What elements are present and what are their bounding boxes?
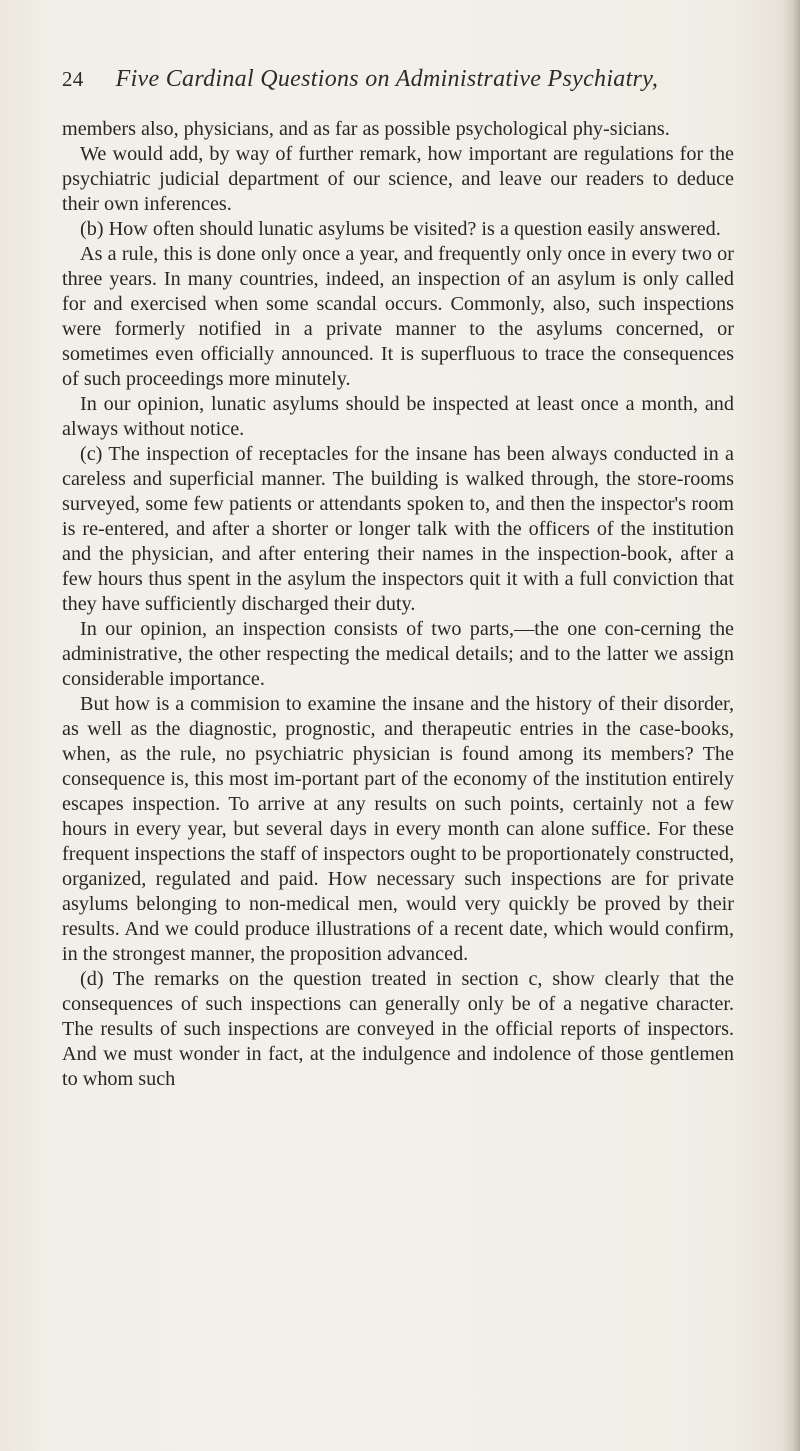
paragraph-regulations: We would add, by way of further remark, how important are regulations for the psychiatric judicial department of our science, and leave our readers to deduce their own inferences. [62, 143, 734, 215]
running-title: Five Cardinal Questions on Administrative Psychiatry, [115, 66, 659, 92]
paragraph-continuation: members also, physicians, and as far as possible psychological phy-sicians. [62, 118, 670, 140]
paragraph-question-b: (b) How often should lunatic asylums be visited? is a question easily answered. [80, 218, 721, 240]
body-text [62, 117, 734, 1092]
paragraph-rule: As a rule, this is done only once a year, and frequently only once in every two or three years. In many countries, indeed, an inspection of an asylum is only called for and exercised when some scandal occurs. Commonly, also, such inspections were formerly notified in a private manner to the asylums concerned, or sometimes even officially announced. It is superfluous to trace the consequences of such proceedings more minutely. [62, 243, 734, 390]
paragraph-section-c: (c) The inspection of receptacles for the insane has been always conducted in a careless and superficial manner. The building is walked through, the store-rooms surveyed, some few patients or attendants spoken to, and then the inspector's room is re-entered, and after a shorter or longer talk with the officers of the institution and the physician, and after entering their names in the inspection-book, after a few hours thus spent in the asylum the inspectors quit it with a full conviction that they have sufficiently discharged their duty. [62, 443, 734, 615]
page-number: 24 [62, 67, 84, 91]
paragraph-commission: But how is a commision to examine the insane and the history of their disorder, as well as the diagnostic, prognostic, and therapeutic entries in the case-books, when, as the rule, no psychiatric physician is found among its members? The consequence is, this most im-portant part of the economy of the institution entirely escapes inspection. To arrive at any results on such points, certainly not a few hours in every year, but several days in every month can alone suffice. For these frequent inspections the staff of inspectors ought to be proportionately constructed, organized, regulated and paid. How necessary such inspections are for private asylums belonging to non-medical men, would very quickly be proved by their results. And we could produce illustrations of a recent date, which would confirm, in the strongest manner, the proposition advanced. [62, 693, 734, 965]
paragraph-two-parts: In our opinion, an inspection consists of two parts,—the one con-cerning the administrative, the other respecting the medical details; and to the latter we assign considerable importance. [62, 618, 734, 690]
page-edge-shadow [782, 0, 800, 1451]
running-head [62, 66, 734, 93]
paragraph-section-d: (d) The remarks on the question treated in section c, show clearly that the consequences of such inspections can generally only be of a negative character. The results of such inspections are conveyed in the official reports of inspectors. And we must wonder in fact, at the indulgence and indolence of those gentlemen to whom such [62, 968, 734, 1090]
paragraph-opinion-monthly: In our opinion, lunatic asylums should be inspected at least once a month, and always without notice. [62, 393, 734, 440]
